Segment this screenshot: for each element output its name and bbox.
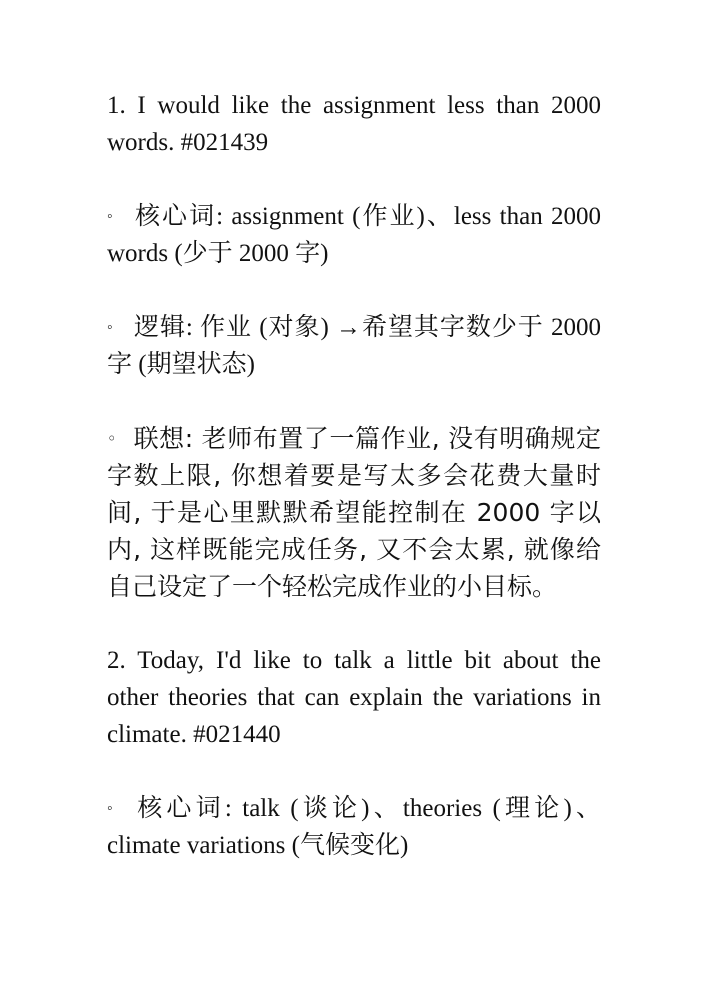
association-1-text: 联想: 老师布置了一篇作业, 没有明确规定字数上限, 你想着要是写太多会花费大量时间, 于是心里默默希望能控制在 2000 字以内, 这样既能完成任务, 又不会太累, 就像给自己设定了一个轻松完成作业的小目标。: [107, 424, 601, 601]
logic-1: [107, 309, 601, 383]
keywords-1-text: 核心词: assignment (作业)、less than 2000 words (少于 2000 字): [107, 203, 601, 267]
sentence-2: 2. Today, I'd like to talk a little bit about the other theories that can explain the variations in climate. #021440: [107, 647, 601, 748]
keywords-2-text: 核心词: talk (谈论)、theories (理论)、climate variations (气候变化): [107, 795, 601, 859]
bullet-icon: ◦: [107, 800, 113, 817]
document-body: [107, 87, 601, 901]
bullet-icon: ◦: [107, 319, 113, 336]
bullet-icon: ◦: [107, 208, 113, 225]
logic-1-text: 逻辑: 作业 (对象) →希望其字数少于 2000 字 (期望状态): [107, 314, 601, 378]
sentence-1: 1. I would like the assignment less than 2000 words. #021439: [107, 92, 601, 156]
keywords-1: [107, 198, 601, 272]
association-1: [107, 420, 601, 605]
keywords-2: [107, 790, 601, 864]
bullet-icon: ◦: [107, 429, 117, 448]
